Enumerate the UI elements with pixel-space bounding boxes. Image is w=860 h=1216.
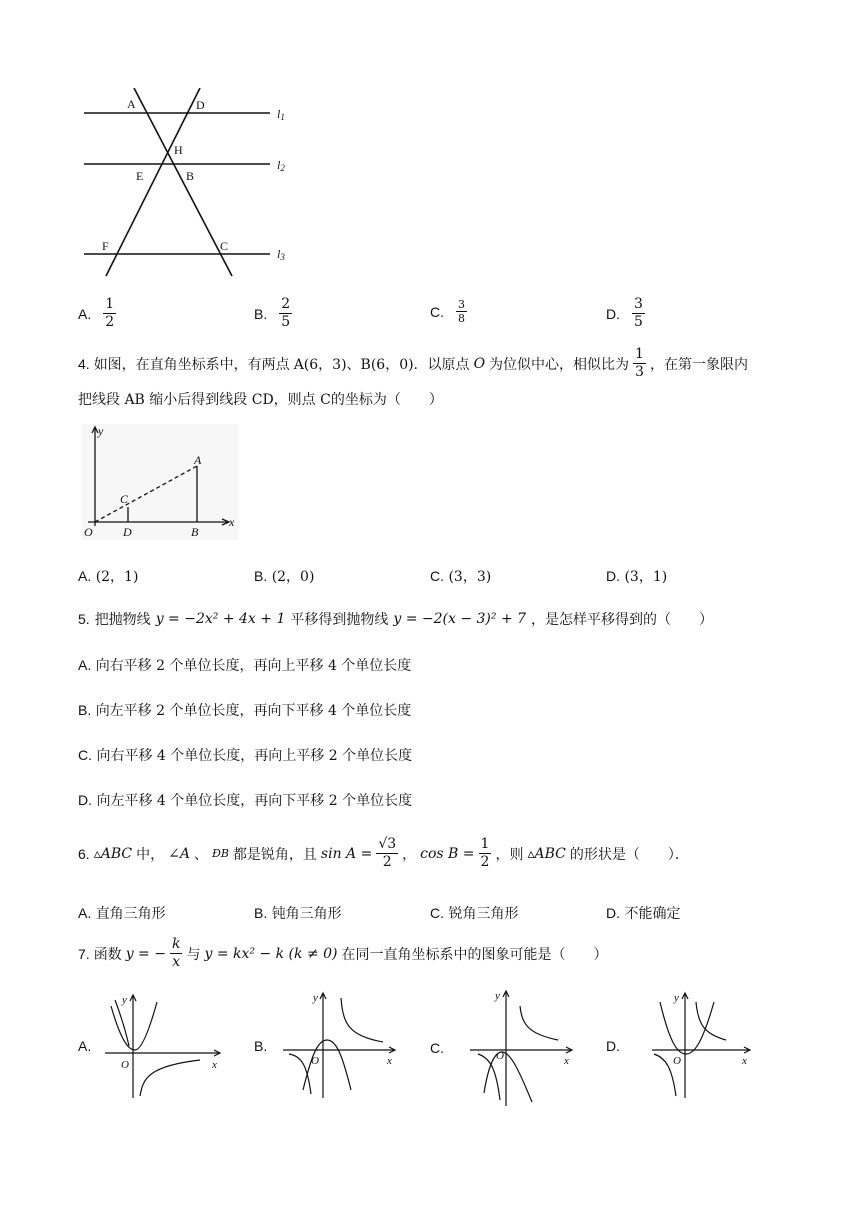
- svg-text:y: y: [495, 990, 500, 1002]
- svg-text:y: y: [122, 994, 128, 1006]
- svg-text:y: y: [98, 424, 104, 438]
- option-letter: D.: [606, 305, 620, 322]
- q5-option-a[interactable]: A. 向右平移 2 个单位长度，再向上平移 4 个单位长度: [78, 657, 412, 674]
- q7-stem: 7. 函数 y = − $\frac{k}{x}$ 与 y = kx² − k (k ≠ 0) 在同一直角坐标系中的图象可能是（ ）: [78, 936, 608, 970]
- q4-figure: [78, 422, 243, 544]
- hyperbola-right: [341, 998, 383, 1042]
- graph-a: [95, 988, 225, 1103]
- fraction: $\frac{1}{2}$: [105, 296, 115, 330]
- hyperbola-right: [140, 1060, 200, 1096]
- q3-option-d[interactable]: [606, 296, 645, 331]
- svg-text:y: y: [674, 992, 679, 1004]
- q5-option-d[interactable]: D. 向左平移 4 个单位长度，再向下平移 2 个单位长度: [78, 792, 413, 809]
- label-l1: l1: [277, 107, 285, 122]
- q4-option-c[interactable]: C. (3，3): [430, 568, 492, 585]
- k-over-x: $\frac{k}{x}$: [171, 936, 181, 970]
- svg-text:x: x: [212, 1059, 218, 1071]
- line-ac: [134, 88, 232, 276]
- svg-text:B: B: [191, 525, 199, 539]
- q3-option-c[interactable]: [430, 298, 467, 325]
- parabola: [484, 1052, 532, 1102]
- q4-option-d[interactable]: D. (3，1): [606, 568, 668, 585]
- svg-text:A: A: [194, 453, 202, 467]
- q4-stem-line2: 把线段 AB 缩小后得到线段 CD，则点 C的坐标为（ ）: [78, 392, 443, 408]
- cos-fraction: $\frac{1}{2}$: [480, 836, 490, 870]
- q4-option-b[interactable]: B. (2，0): [254, 568, 315, 585]
- q3-option-a[interactable]: [78, 296, 116, 331]
- question-number: 5.: [78, 611, 90, 627]
- hyperbola-left: [115, 1000, 129, 1046]
- fraction: $\frac{3}{8}$: [458, 298, 465, 325]
- option-letter: B.: [254, 305, 268, 322]
- label-D: D: [196, 98, 205, 112]
- label-B: B: [186, 169, 195, 183]
- q7-option-c[interactable]: C. y x O: [430, 988, 578, 1108]
- fraction: $\frac{3}{5}$: [634, 296, 643, 330]
- question-number: 6.: [78, 845, 90, 862]
- svg-text:D: D: [123, 525, 132, 539]
- hyperbola-right: [696, 1002, 726, 1040]
- hyperbola-left: [289, 1054, 311, 1094]
- q7-option-a[interactable]: A. y x O: [78, 988, 225, 1103]
- question-number: 4.: [78, 355, 90, 372]
- q7-option-d[interactable]: D. y x O: [606, 988, 754, 1103]
- label-H: H: [174, 143, 183, 157]
- label-C: C: [220, 239, 229, 253]
- parabola: [660, 1002, 714, 1054]
- q6-option-d[interactable]: D. 不能确定: [606, 905, 681, 922]
- question-number: 7.: [78, 945, 90, 962]
- svg-text:O: O: [496, 1050, 504, 1062]
- option-letter: C.: [430, 303, 444, 320]
- q5-stem: 5. 把抛物线 y = −2x² + 4x + 1 平移得到抛物线 y = −2(x − 3)² + 7 ，是怎样平移得到的（ ）: [78, 611, 714, 628]
- svg-text:C: C: [120, 492, 129, 506]
- q6-stem: 6. ▵ABC 中， ∠A 、 ÐB 都是锐角，且 sin A = $\frac{√3}{2}$ ， cos B = $\frac{1}{2}$ ，则 ▵ABC 的形状是（ ）．: [78, 836, 689, 870]
- hyperbola-right: [520, 1006, 558, 1040]
- q5-option-c[interactable]: C. 向右平移 4 个单位长度，再向上平移 2 个单位长度: [78, 747, 413, 764]
- label-E: E: [136, 169, 144, 183]
- q6-option-a[interactable]: A. 直角三角形: [78, 905, 166, 922]
- label-l2: l2: [277, 158, 285, 173]
- svg-text:x: x: [229, 515, 235, 529]
- label-A: A: [127, 97, 136, 111]
- q6-option-b[interactable]: B. 钝角三角形: [254, 905, 342, 922]
- svg-text:O: O: [311, 1055, 320, 1067]
- q5-option-b[interactable]: B. 向左平移 2 个单位长度，再向下平移 4 个单位长度: [78, 702, 412, 719]
- q3-option-b[interactable]: [254, 296, 292, 331]
- q4-option-a[interactable]: A. (2，1): [78, 568, 139, 585]
- sin-fraction: $\frac{√3}{2}$: [378, 836, 397, 870]
- svg-text:y: y: [313, 992, 319, 1004]
- svg-text:x: x: [387, 1055, 393, 1067]
- label-l3: l3: [277, 247, 285, 262]
- equation-1: y = −2x² + 4x + 1: [155, 611, 286, 627]
- option-letter: A.: [78, 305, 92, 322]
- svg-text:x: x: [564, 1055, 569, 1067]
- equation-2: y = −2(x − 3)² + 7: [393, 611, 527, 627]
- q3-figure: [78, 88, 298, 288]
- fraction: $\frac{2}{5}$: [281, 296, 291, 330]
- ratio-fraction: $\frac{1}{3}$: [635, 346, 644, 380]
- svg-text:O: O: [121, 1059, 130, 1071]
- svg-text:x: x: [742, 1055, 747, 1067]
- label-F: F: [102, 239, 109, 253]
- q6-option-c[interactable]: C. 锐角三角形: [430, 905, 519, 922]
- graph-c: [448, 988, 578, 1108]
- graph-d: [624, 988, 754, 1103]
- q7-option-b[interactable]: B. y x O: [254, 988, 401, 1103]
- q4-stem-line1: 4. 如图，在直角坐标系中，有两点 A(6，3)、B(6，0)．以原点 O 为位似中心，相似比为 $\frac{1}{3}$ ，在第一象限内: [78, 346, 748, 380]
- graph-b: [271, 988, 401, 1103]
- svg-text:O: O: [84, 525, 93, 539]
- svg-text:O: O: [673, 1055, 681, 1067]
